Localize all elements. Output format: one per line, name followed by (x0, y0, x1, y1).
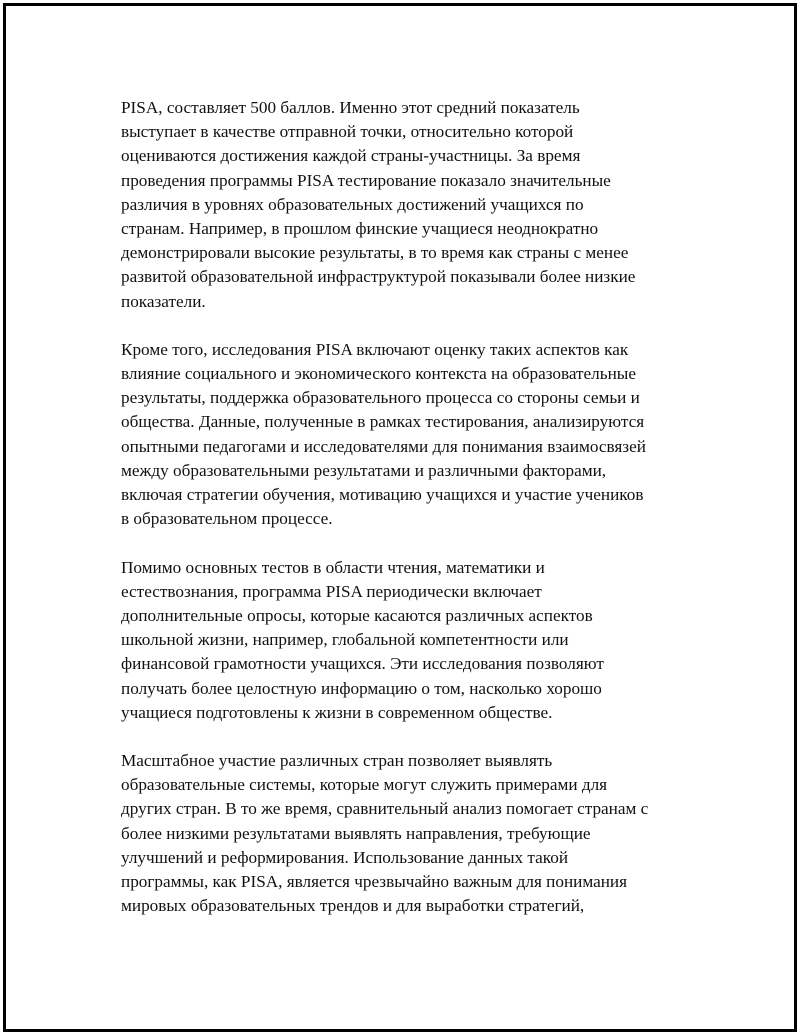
text-line: развитой образовательной инфраструктурой показывали более низкие (121, 267, 636, 287)
page-frame (3, 3, 797, 1032)
text-line: PISA, составляет 500 баллов. Именно этот средний показатель (121, 98, 580, 117)
text-line: странам. Например, в прошлом финские учащиеся неоднократно (121, 218, 599, 238)
text-line: включая стратегии обучения, мотивацию учащихся и участие учеников (121, 485, 644, 504)
text-line: образовательные системы, которые могут служить примерами для (121, 775, 608, 795)
text-line: финансовой грамотности учащихся. Эти исследования позволяют (121, 654, 604, 674)
text-line: Помимо основных тестов в области чтения, математики и (121, 557, 545, 577)
text-line: проведения программы PISA тестирование показало значительные (121, 170, 611, 190)
text-line: демонстрировали высокие результаты, в то время как страны с менее (121, 243, 629, 263)
text-line: влияние социального и экономического контекста на образовательные (121, 364, 636, 384)
text-line: оцениваются достижения каждой страны-участницы. За время (121, 146, 581, 166)
text-line: различия в уровнях образовательных достижений учащихся по (121, 194, 584, 214)
text-line: других стран. В то же время, сравнительный анализ помогает странам с (121, 799, 649, 819)
text-line: получать более целостную информацию о том, насколько хорошо (121, 678, 602, 698)
text-line: в образовательном процессе. (121, 509, 333, 529)
text-line: общества. Данные, полученные в рамках тестирования, анализируются (121, 412, 645, 432)
text-line: Кроме того, исследования PISA включают оценку таких аспектов как (121, 339, 629, 359)
paragraph-2 (121, 338, 706, 532)
text-line: результаты, поддержка образовательного процесса со стороны семьи и (121, 388, 640, 408)
text-line: улучшений и реформирования. Использование данных такой (121, 847, 569, 867)
text-line: более низкими результатами выявлять направления, требующие (121, 823, 591, 843)
text-line: Масштабное участие различных стран позволяет выявлять (121, 751, 553, 771)
text-line: показатели. (121, 291, 206, 311)
text-line: учащиеся подготовлены к жизни в современном обществе. (121, 702, 553, 722)
text-line: программы, как PISA, является чрезвычайно важным для понимания (121, 872, 628, 891)
text-line: выступает в качестве отправной точки, относительно которой (121, 122, 574, 142)
paragraph-4 (121, 749, 706, 918)
paragraph-1 (121, 96, 706, 314)
text-line: дополнительные опросы, которые касаются различных аспектов (121, 605, 593, 625)
document-body (121, 96, 706, 943)
text-line: опытными педагогами и исследователями для понимания взаимосвязей (121, 436, 646, 456)
text-line: между образовательными результатами и различными факторами, (121, 460, 607, 480)
text-line: естествознания, программа PISA периодически включает (121, 581, 542, 601)
paragraph-3 (121, 556, 706, 725)
text-line: школьной жизни, например, глобальной компетентности или (121, 630, 569, 650)
text-line: мировых образовательных трендов и для выработки стратегий, (121, 896, 585, 916)
